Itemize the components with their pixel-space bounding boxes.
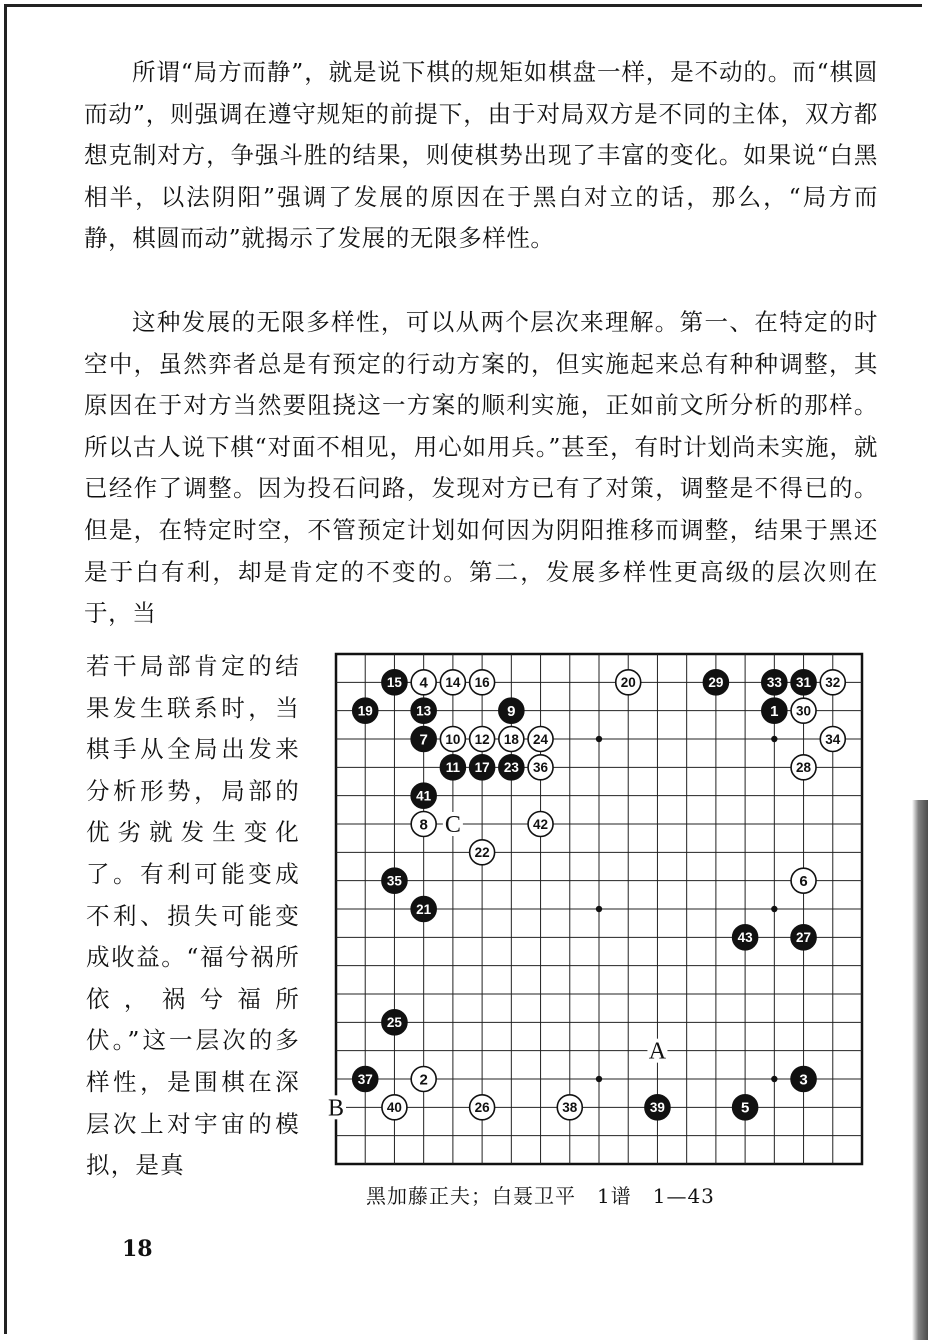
move-number-29: 29 (708, 675, 724, 691)
move-number-4: 4 (419, 674, 428, 692)
move-number-6: 6 (799, 873, 808, 891)
move-number-22: 22 (474, 845, 490, 861)
go-board-diagram (326, 644, 872, 1174)
star-point (596, 736, 602, 742)
move-number-7: 7 (419, 731, 428, 749)
move-number-39: 39 (649, 1100, 665, 1116)
move-number-26: 26 (474, 1100, 490, 1116)
side-paragraph: 若干局部肯定的结果发生联系时，当棋手从全局出发来分析形势，局部的优劣就发生变化了。有利可能变成不利、损失可能变成收益。“福兮祸所依，祸兮福所伏。”这一层次的多样性，是围棋在深层次上对宇宙的模拟，是真 (86, 652, 300, 1180)
move-number-33: 33 (766, 675, 782, 691)
paragraph-1: 所谓“局方而静”，就是说下棋的规矩如棋盘一样，是不动的。而“棋圆而动”，则强调在遵守规矩的前提下，由于对局双方是不同的主体，双方都想克制对方，争强斗胜的结果，则使棋势出现了丰富的变化。如果说“白黑相半，以法阴阳”强调了发展的原因在于黑白对立的话，那么，“局方而静，棋圆而动”就揭示了发展的无限多样性。 (84, 58, 878, 253)
move-number-1: 1 (770, 703, 779, 721)
move-number-15: 15 (386, 675, 402, 691)
move-number-28: 28 (796, 760, 812, 776)
move-number-37: 37 (357, 1071, 373, 1087)
move-number-19: 19 (357, 703, 373, 719)
move-number-17: 17 (474, 760, 490, 776)
point-label-a: A (648, 1038, 667, 1065)
move-number-38: 38 (562, 1100, 578, 1116)
move-number-32: 32 (825, 675, 841, 691)
star-point (596, 1076, 602, 1082)
move-number-43: 43 (737, 930, 753, 946)
point-label-b: B (327, 1095, 345, 1122)
move-number-18: 18 (503, 731, 519, 747)
star-point (771, 736, 777, 742)
move-number-35: 35 (386, 873, 402, 889)
diagram-caption: 黑加藤正夫；白聂卫平 1谱 1—43 (366, 1184, 715, 1208)
move-number-40: 40 (386, 1100, 402, 1116)
move-number-36: 36 (533, 760, 549, 776)
move-number-42: 42 (533, 816, 549, 832)
move-number-13: 13 (416, 703, 432, 719)
move-number-41: 41 (416, 788, 432, 804)
star-point (771, 1076, 777, 1082)
move-number-2: 2 (419, 1071, 428, 1089)
move-number-8: 8 (419, 816, 428, 834)
move-number-23: 23 (503, 760, 519, 776)
move-number-34: 34 (825, 731, 841, 747)
move-number-16: 16 (474, 675, 490, 691)
move-number-11: 11 (445, 760, 461, 776)
move-number-10: 10 (445, 731, 461, 747)
move-number-24: 24 (533, 731, 549, 747)
move-number-25: 25 (386, 1015, 402, 1031)
move-number-9: 9 (507, 703, 516, 721)
move-number-14: 14 (445, 675, 461, 691)
book-spine-shadow (912, 800, 928, 1340)
star-point (596, 906, 602, 912)
move-number-27: 27 (796, 930, 812, 946)
move-number-21: 21 (416, 901, 432, 917)
point-label-c: C (444, 812, 461, 838)
move-number-12: 12 (474, 731, 490, 747)
paragraph-2: 这种发展的无限多样性，可以从两个层次来理解。第一、在特定的时空中，虽然弈者总是有预定的行动方案的，但实施起来总有种种调整，其原因在于对方当然要阻挠这一方案的顺利实施，正如前文所分析的那样。所以古人说下棋“对面不相见，用心如用兵。”甚至，有时计划尚未实施，就已经作了调整。因为投石问路，发现对方已有了对策，调整是不得已的。但是，在特定时空，不管预定计划如何因为阴阳推移而调整，结果于黑还是于白有利，却是肯定的不变的。第二，发展多样性更高级的层次则在于，当 (84, 308, 878, 628)
move-number-30: 30 (796, 703, 812, 719)
move-number-5: 5 (740, 1099, 750, 1117)
move-number-3: 3 (799, 1071, 808, 1089)
move-number-20: 20 (620, 675, 636, 691)
star-point (771, 906, 777, 912)
page-number: 18 (122, 1236, 153, 1262)
move-number-31: 31 (796, 675, 812, 691)
